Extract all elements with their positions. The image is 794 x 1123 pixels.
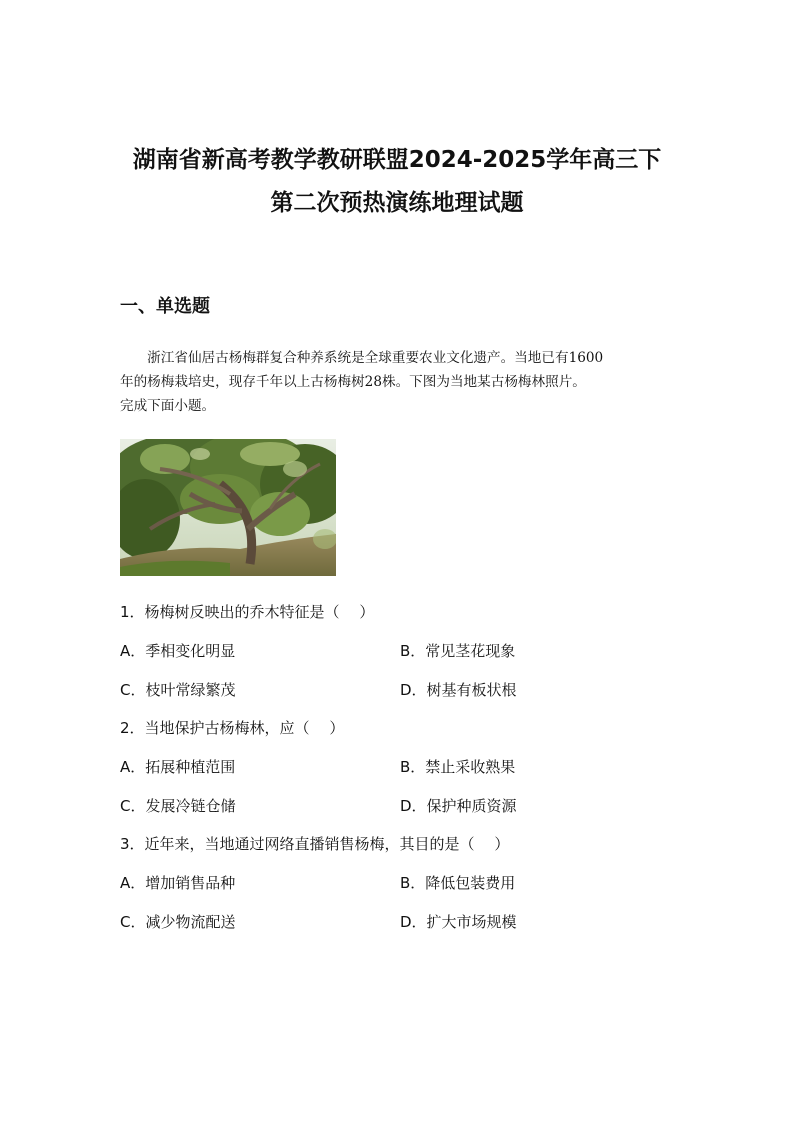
question-2-option-c: C．发展冷链仓储 bbox=[120, 797, 236, 815]
tree-photo-image bbox=[120, 439, 336, 576]
question-1-option-a: A．季相变化明显 bbox=[120, 642, 236, 660]
question-2-stem: 2．当地保护古杨梅林，应（ ） bbox=[120, 719, 345, 737]
intro-line: 完成下面小题。 bbox=[120, 398, 216, 414]
document-title-line-1: 湖南省新高考教学教研联盟2024-2025学年高三下 bbox=[132, 147, 662, 173]
ancient-bayberry-tree-photo bbox=[120, 439, 336, 576]
intro-line: 浙江省仙居古杨梅群复合种养系统是全球重要农业文化遗产。当地已有1600 bbox=[120, 350, 604, 366]
question-2-option-d: D．保护种质资源 bbox=[400, 797, 517, 815]
document-title-line-2: 第二次预热演练地理试题 bbox=[270, 190, 524, 216]
question-3-option-b: B．降低包装费用 bbox=[400, 874, 516, 892]
question-1-option-b: B．常见茎花现象 bbox=[400, 642, 516, 660]
question-3-option-d: D．扩大市场规模 bbox=[400, 913, 517, 931]
question-1-option-d: D．树基有板状根 bbox=[400, 681, 517, 699]
intro-paragraph bbox=[120, 346, 680, 418]
intro-line: 年的杨梅栽培史，现存千年以上古杨梅树28株。下图为当地某古杨梅林照片。 bbox=[120, 374, 586, 390]
question-2-option-b: B．禁止采收熟果 bbox=[400, 758, 516, 776]
question-3-option-c: C．减少物流配送 bbox=[120, 913, 236, 931]
question-1-stem: 1．杨梅树反映出的乔木特征是（ ） bbox=[120, 603, 375, 621]
question-3-stem: 3．近年来，当地通过网络直播销售杨梅，其目的是（ ） bbox=[120, 835, 510, 853]
question-1-option-c: C．枝叶常绿繁茂 bbox=[120, 681, 236, 699]
section-heading: 一、单选题 bbox=[120, 296, 210, 317]
question-3-option-a: A．增加销售品种 bbox=[120, 874, 236, 892]
question-2-option-a: A．拓展种植范围 bbox=[120, 758, 236, 776]
